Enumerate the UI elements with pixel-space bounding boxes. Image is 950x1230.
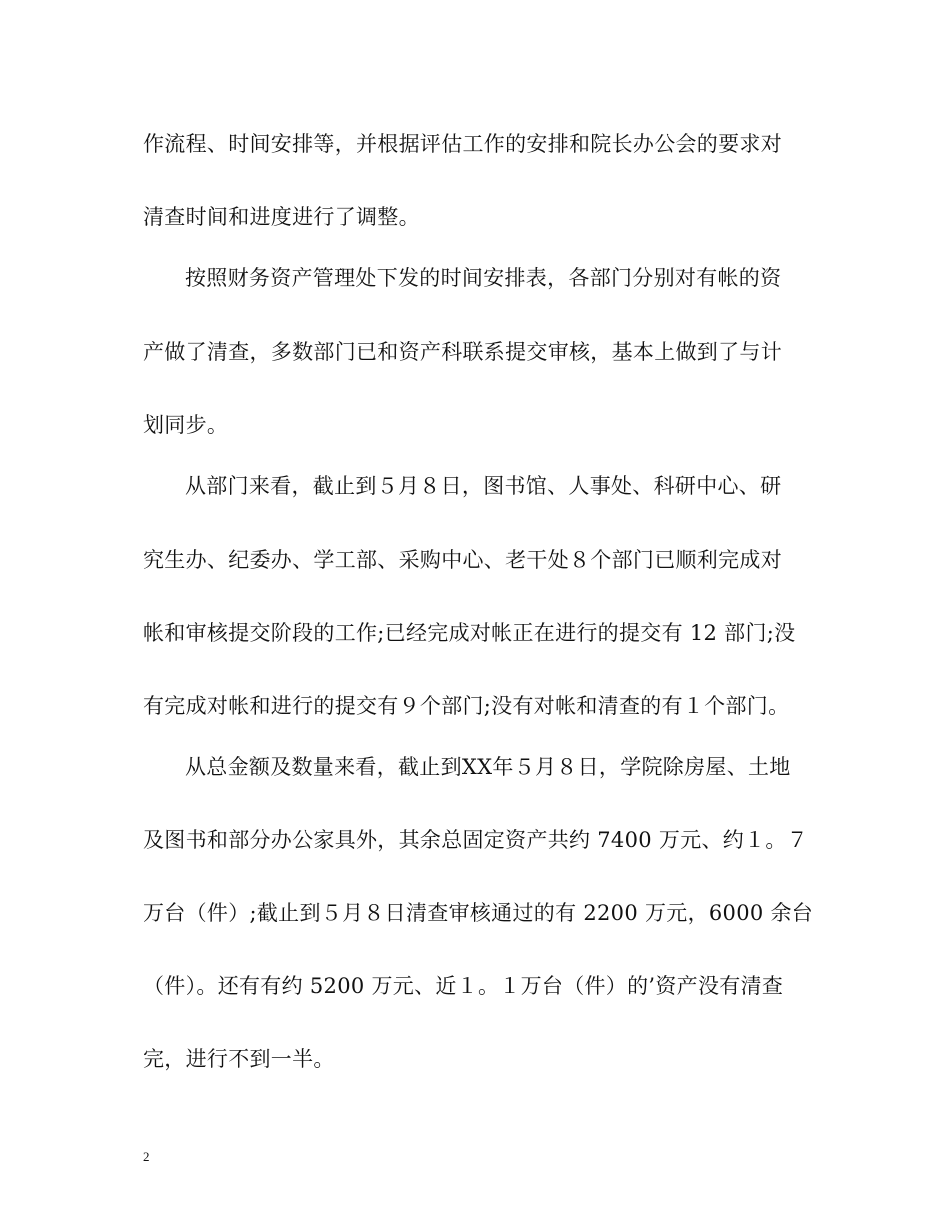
text-line: 帐和审核提交阶段的工作;已经完成对帐正在进行的提交有 12 部门;没 — [143, 621, 796, 645]
text-line: 有完成对帐和进行的提交有９个部门;没有对帐和清查的有１个部门。 — [143, 694, 790, 718]
text-line: 及图书和部分办公家具外，其余总固定资产共约 7400 万元、约１。７ — [143, 828, 808, 852]
text-line: 完，进行不到一半。 — [143, 1047, 335, 1071]
text-line: 作流程、时间安排等，并根据评估工作的安排和院长办公会的要求对 — [143, 132, 782, 156]
text-line: 万台（件）;截止到５月８日清查审核通过的有 2200 万元，6000 余台 — [143, 901, 814, 925]
text-line: 划同步。 — [143, 413, 229, 437]
page-number: 2 — [143, 1149, 150, 1164]
text-line: 究生办、纪委办、学工部、采购中心、老干处８个部门已顺利完成对 — [143, 548, 782, 572]
paragraph-start-line: 从总金额及数量来看，截止到XX年５月８日，学院除房屋、土地 — [185, 755, 791, 779]
text-line: 产做了清查，多数部门已和资产科联系提交审核，基本上做到了与计 — [143, 340, 782, 364]
text-line: （件）。还有有约 5200 万元、近１。１万台（件）的’资产没有清查 — [143, 974, 784, 998]
text-line: 清查时间和进度进行了调整。 — [143, 205, 420, 229]
paragraph-start-line: 按照财务资产管理处下发的时间安排表，各部门分别对有帐的资 — [185, 266, 782, 290]
paragraph-start-line: 从部门来看，截止到５月８日，图书馆、人事处、科研中心、研 — [185, 474, 782, 498]
